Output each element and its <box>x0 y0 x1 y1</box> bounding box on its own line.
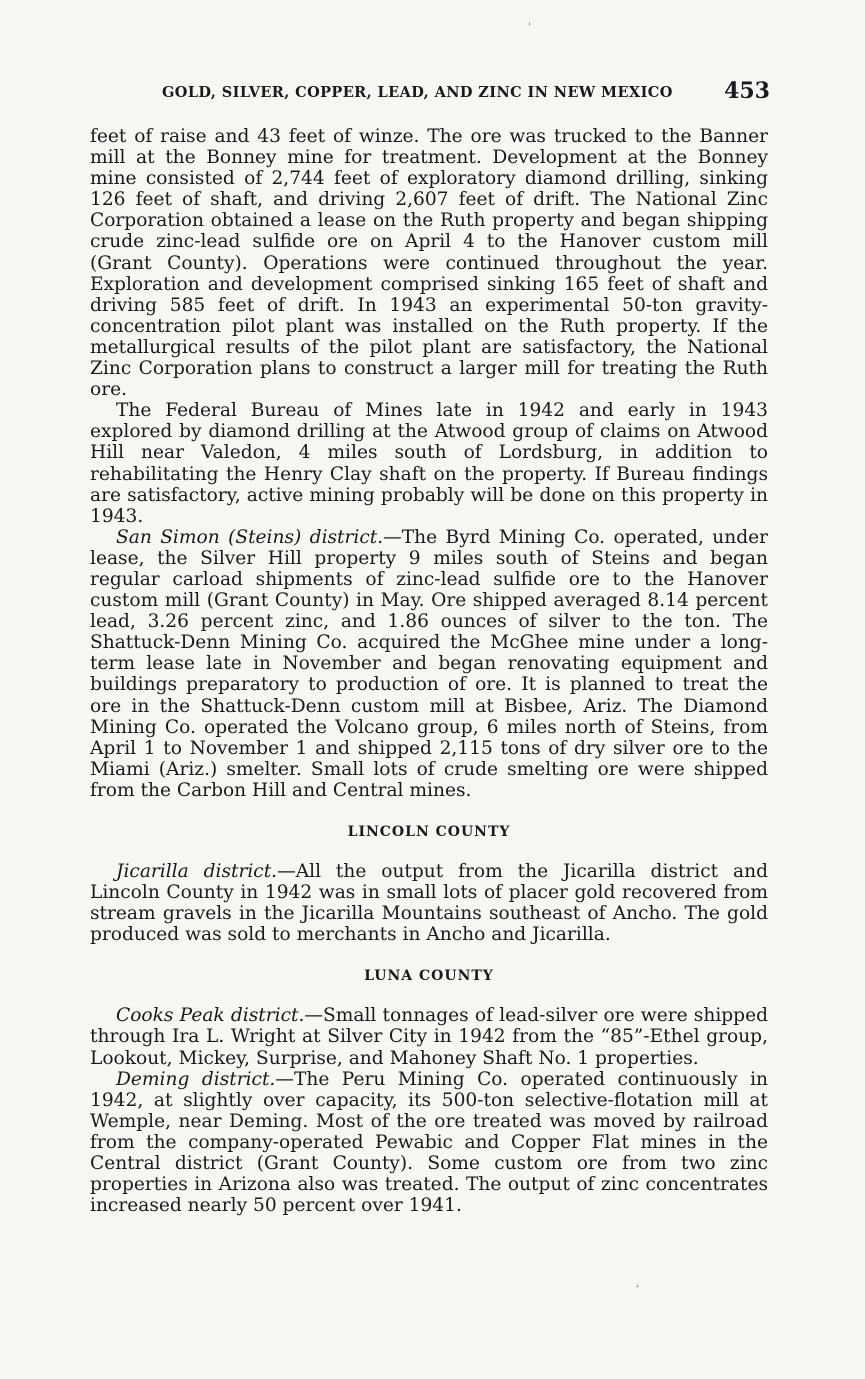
paragraph-jicarilla-text: —All the output from the Jicarilla district and Lincoln County in 1942 was in small lots of placer gold recovered from stream gravels in the Jicarilla Mountains southeast of Ancho. The gold produced was sold to merchants in Ancho and Jicarilla. <box>90 861 768 946</box>
paragraph-bureau-of-mines: The Federal Bureau of Mines late in 1942 and early in 1943 explored by diamond drilling at the Atwood group of claims on Atwood Hill near Valedon, 4 miles south of Lordsburg, in addition to rehabilitating the Henry Clay shaft on the property. If Bureau findings are satisfactory, active mining probably will be done on this property in 1943. <box>90 400 768 527</box>
section-heading-lincoln-county: LINCOLN COUNTY <box>347 824 511 840</box>
body-text <box>90 126 768 1216</box>
district-name-san-simon: San Simon (Steins) district. <box>116 526 384 548</box>
section-heading-luna-county: LUNA COUNTY <box>364 968 494 985</box>
district-name-cooks-peak: Cooks Peak district. <box>116 1005 305 1027</box>
paragraph-san-simon-district <box>90 527 768 801</box>
paragraph-cooks-peak-district <box>90 1005 768 1068</box>
paragraph-ruth-property: feet of raise and 43 feet of winze. The ore was trucked to the Banner mill at the Bonney mine for treatment. Development at the Bonney mine consisted of 2,744 feet of exploratory diamond drilling, sinking 126 feet of shaft, and driving 2,607 feet of drift. The National Zinc Corporation obtained a lease on the Ruth property and began shipping crude zinc-lead sulfide ore on April 4 to the Hanover custom mill (Grant County). Operations were continued throughout the year. Exploration and development comprised sinking 165 feet of shaft and driving 585 feet of drift. In 1943 an experimental 50-ton gravity-concentration pilot plant was installed on the Ruth property. If the metallurgical results of the pilot plant are satisfactory, the National Zinc Corporation plans to construct a larger mill for treating the Ruth ore. <box>90 126 768 401</box>
district-name-deming: Deming district. <box>116 1068 276 1090</box>
paragraph-deming-district <box>90 1069 768 1217</box>
paragraph-jicarilla-district <box>90 861 768 945</box>
paragraph-deming-text: —The Peru Mining Co. operated continuously in 1942, at slightly over capacity, its 500-ton selective-flotation mill at Wemple, near Deming. Most of the ore treated was moved by railroad from the company-operated Pewabic and Copper Flat mines in the Central district (Grant County). Some custom ore from two zinc properties in Arizona also was treated. The output of zinc concentrates increased nearly 50 percent over 1941. <box>90 1068 768 1217</box>
page-header <box>90 80 770 108</box>
district-name-jicarilla: Jicarilla district. <box>116 861 278 882</box>
scan-speck: ' <box>528 22 531 33</box>
running-head: GOLD, SILVER, COPPER, LEAD, AND ZINC IN NEW MEXICO <box>162 84 673 101</box>
page-number: 453 <box>724 78 770 104</box>
paragraph-cooks-peak-text: —Small tonnages of lead-silver ore were shipped through Ira L. Wright at Silver City in 1942 from the “85”-Ethel group, Lookout, Mickey, Surprise, and Mahoney Shaft No. 1 properties. <box>90 1005 768 1069</box>
paragraph-san-simon-text: —The Byrd Mining Co. operated, under lease, the Silver Hill property 9 miles south of Steins and began regular carload shipments of zinc-lead sulfide ore to the Hanover custom mill (Grant County) in May. Ore shipped averaged 8.14 percent lead, 3.26 percent zinc, and 1.86 ounces of silver to the ton. The Shattuck-Denn Mining Co. acquired the McGhee mine under a long-term lease late in November and began renovating equipment and buildings preparatory to production of ore. It is planned to treat the ore in the Shattuck-Denn custom mill at Bisbee, Ariz. The Diamond Mining Co. operated the Volcano group, 6 miles north of Steins, from April 1 to November 1 and shipped 2,115 tons of dry silver ore to the Miami (Ariz.) smelter. Small lots of crude smelting ore were shipped from the Carbon Hill and Central mines. <box>90 526 768 801</box>
scan-speck: , <box>636 1278 640 1289</box>
